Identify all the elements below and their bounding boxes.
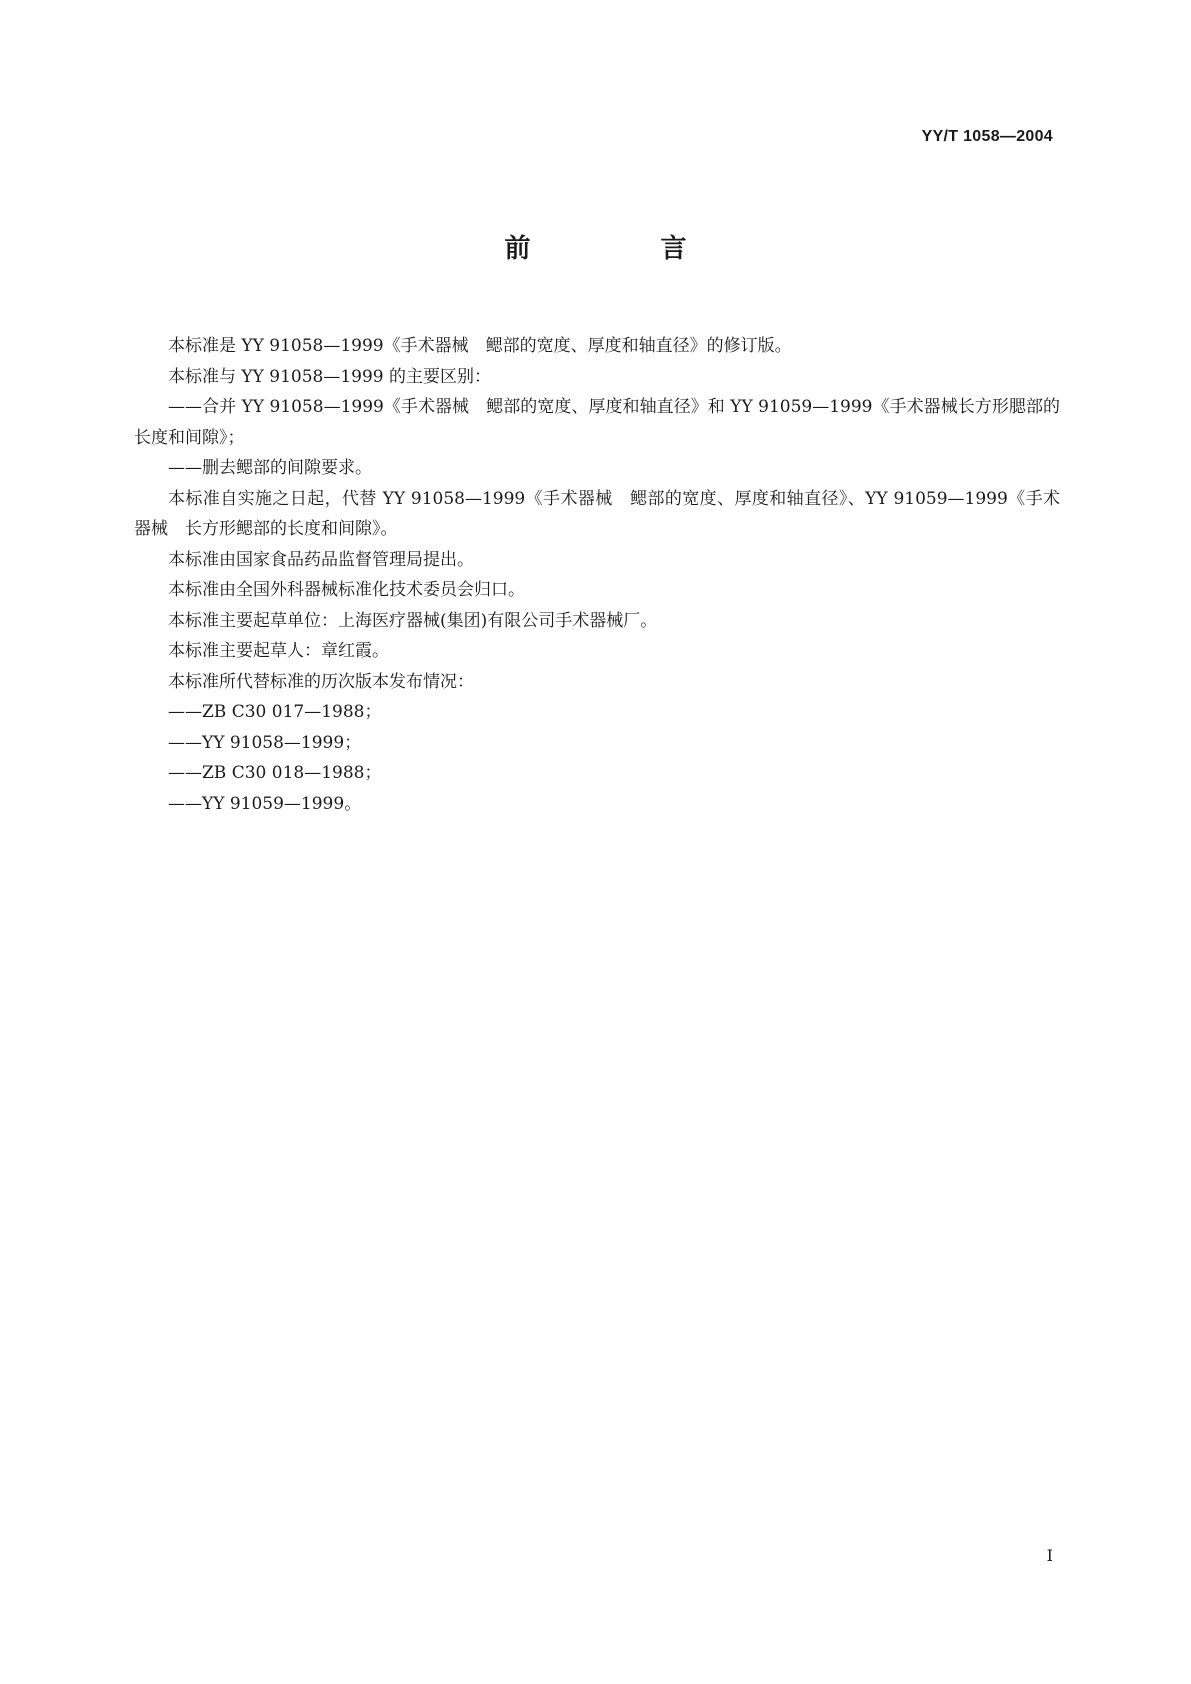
difference-item-delete: ——删去鳃部的间隙要求。: [168, 458, 372, 478]
paragraph-centralized-by: 本标准由全国外科器械标准化技术委员会归口。: [168, 580, 525, 600]
history-item: ——YY 91059—1999。: [168, 793, 362, 814]
history-item: ——ZB C30 017—1988；: [168, 702, 382, 722]
paragraph-replaces: 本标准自实施之日起，代替 YY 91058—1999《手术器械 鳃部的宽度、厚度和轴直径》、YY 91059—1999《手术器械 长方形鳃部的长度和间隙》。: [134, 488, 1060, 539]
history-item: ——ZB C30 018—1988；: [168, 763, 382, 783]
difference-item-merge: ——合并 YY 91058—1999《手术器械 鳃部的宽度、厚度和轴直径》和 YY 91059—1999《手术器械长方形腮部的长度和间隙》；: [134, 397, 1060, 448]
standard-code: YY/T 1058—2004: [921, 128, 1053, 145]
history-item: ——YY 91058—1999；: [168, 732, 362, 753]
page-title: 前 言: [504, 234, 739, 264]
page-number: I: [1046, 1546, 1053, 1565]
foreword-body: [134, 331, 1060, 819]
paragraph-main-differences: 本标准与 YY 91058—1999 的主要区别：: [168, 366, 491, 387]
paragraph-history-intro: 本标准所代替标准的历次版本发布情况：: [168, 671, 474, 692]
paragraph-revision: 本标准是 YY 91058—1999《手术器械 鳃部的宽度、厚度和轴直径》的修订版。: [168, 336, 792, 356]
paragraph-drafting-unit: 本标准主要起草单位：上海医疗器械(集团)有限公司手术器械厂。: [168, 610, 658, 631]
paragraph-proposed-by: 本标准由国家食品药品监督管理局提出。: [168, 549, 474, 570]
paragraph-drafter: 本标准主要起草人：章红霞。: [168, 641, 389, 661]
